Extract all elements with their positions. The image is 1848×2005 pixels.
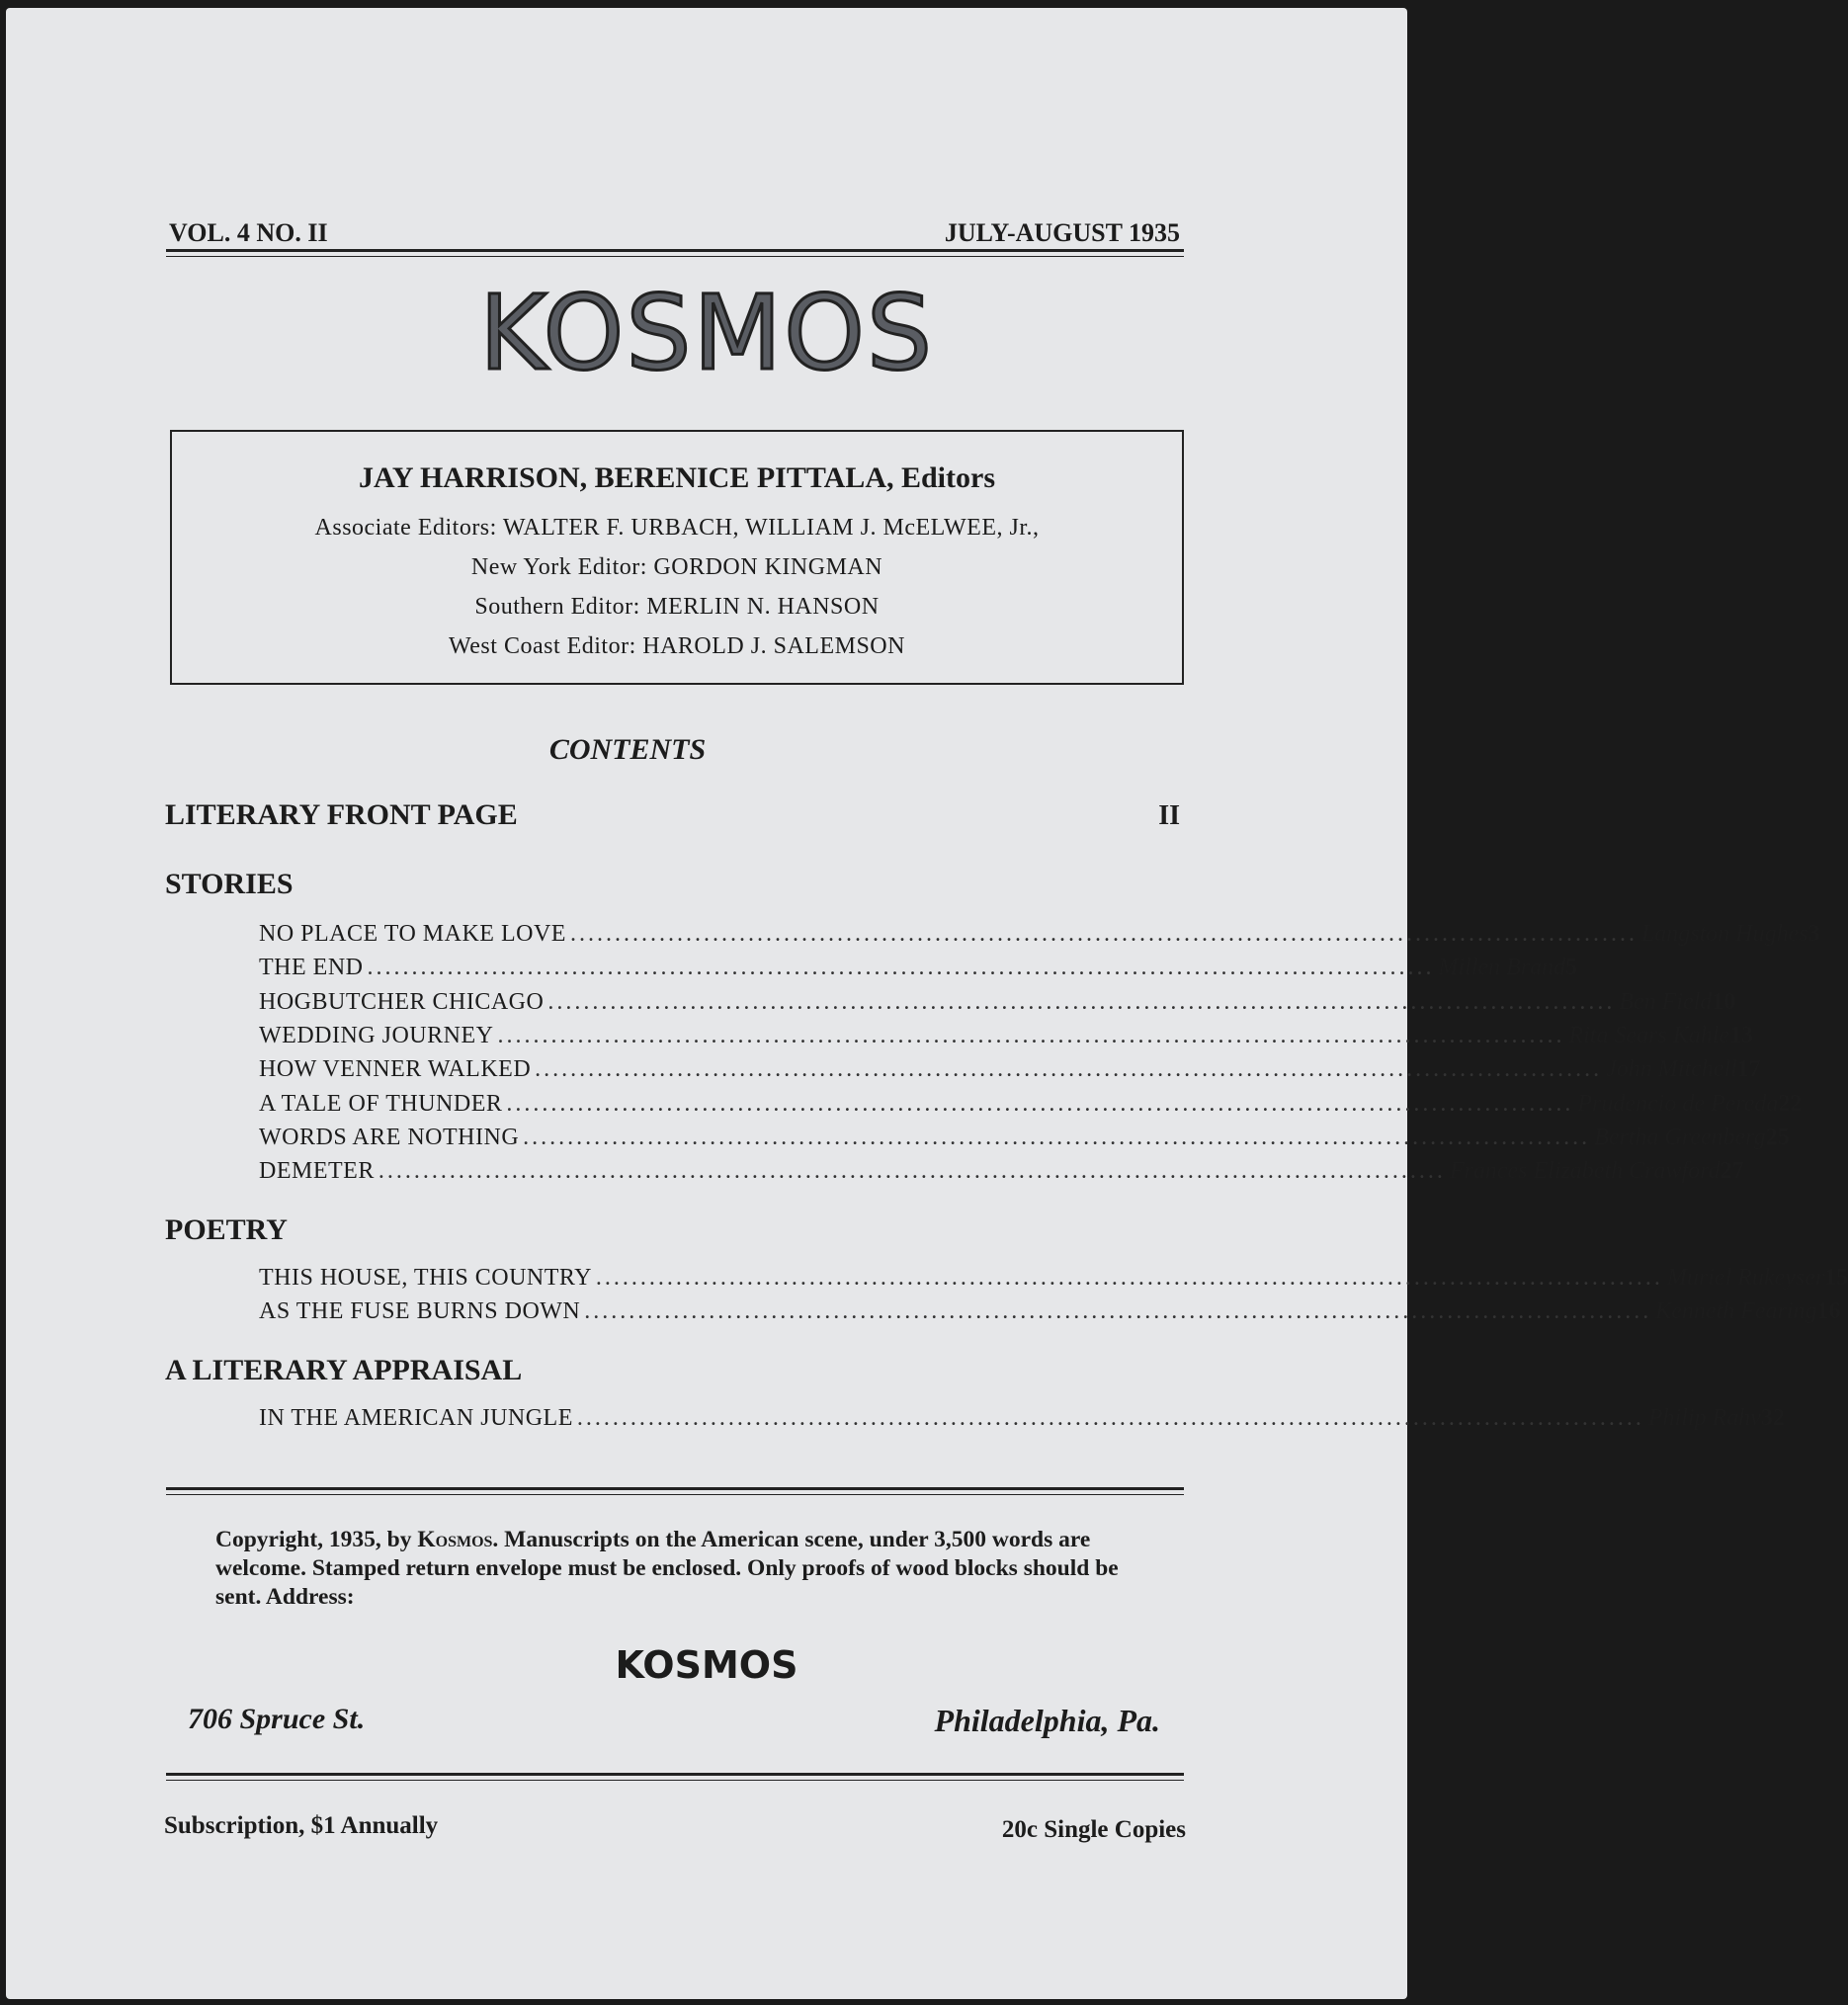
front-page-number: II [1158,800,1180,831]
section-poetry: POETRY [165,1213,288,1246]
toc-entry [259,988,1736,1021]
west-coast-editor: West Coast Editor: HAROLD J. SALEMSON [449,633,905,659]
toc-author: Muriel Rukeyser [1666,1265,1825,1291]
toc-entry [259,1158,1744,1190]
section-stories: STORIES [165,868,294,900]
toc-entry [259,1124,1790,1156]
footer-rule-bottom [166,1773,1184,1776]
header-rule-thin [166,256,1184,257]
copyright-notice [215,1526,1144,1612]
toc-entry [259,921,1820,953]
contents-heading: CONTENTS [548,733,707,766]
magazine-page [6,8,1848,1999]
toc-title: WORDS ARE NOTHING [259,1124,520,1150]
new-york-editor: New York Editor: GORDON KINGMAN [470,554,883,580]
toc-page-number: 5 [1565,955,1578,981]
toc-leader: ........................................................................................................................ [367,955,1435,981]
toc-author: Rita Sears Kahle [1568,1022,1730,1048]
footer-rule-top-thin [166,1494,1184,1495]
toc-title: NO PLACE TO MAKE LOVE [259,921,566,947]
toc-leader: ........................................................................................................................ [547,988,1616,1015]
section-literary-front-page: LITERARY FRONT PAGE [165,798,518,831]
volume-number: VOL. 4 NO. II [169,218,328,247]
toc-title: A TALE OF THUNDER [259,1090,503,1117]
toc-page-number: 16 [1816,1298,1841,1325]
toc-page-number: 32 [1760,1405,1785,1431]
toc-page-number: 17 [1736,1056,1761,1083]
toc-author: Kenneth Fearing [1655,1298,1817,1325]
toc-title: DEMETER [259,1158,375,1185]
toc-leader: ........................................................................................................................ [506,1090,1574,1117]
editors-main: JAY HARRISON, BERENICE PITTALA, Editors [358,461,995,494]
toc-title: HOW VENNER WALKED [259,1056,532,1083]
toc-page-number: 13 [1729,1022,1754,1048]
toc-author: Bertha Greenberg [1594,1124,1766,1150]
copyright-name: Kosmos [417,1527,493,1552]
toc-author: Langston Hughes [1640,921,1808,947]
toc-entry [259,1022,1754,1054]
toc-author: Frances Elizabeth Crawford [1449,1158,1721,1185]
toc-page-number: 22 [1778,1090,1803,1117]
toc-page-number: 27 [1720,1158,1744,1185]
copyright-pre: Copyright, 1935, by [215,1527,418,1552]
toc-title: THE END [259,955,364,981]
toc-leader: ........................................................................................................................ [576,1405,1644,1431]
toc-entry [259,1298,1841,1330]
toc-leader: ........................................................................................................................ [595,1265,1663,1291]
toc-title: AS THE FUSE BURNS DOWN [259,1298,581,1325]
toc-entry [259,1090,1803,1123]
header-rule [166,249,1184,252]
toc-title: HOGBUTCHER CHICAGO [259,988,545,1015]
footer-rule-bottom-thin [166,1780,1184,1781]
toc-leader: ........................................................................................................................ [378,1158,1446,1185]
masthead-title: KOSMOS [479,273,934,393]
toc-author: Philip Rahv [1647,1405,1761,1431]
toc-leader: ........................................................................................................................ [569,921,1638,947]
issue-date: JULY-AUGUST 1935 [944,218,1180,247]
toc-author: Prudencio de Pereda [1577,1090,1779,1117]
toc-leader: ........................................................................................................................ [523,1124,1591,1150]
section-appraisal: A LITERARY APPRAISAL [165,1354,523,1386]
toc-page-number: 3 [1807,921,1820,947]
toc-author: Ben Field [1619,988,1713,1015]
southern-editor: Southern Editor: MERLIN N. HANSON [474,594,880,620]
single-copy-price: 20c Single Copies [1001,1816,1186,1843]
toc-leader: ........................................................................................................................ [535,1056,1603,1083]
publisher-name: KOSMOS [615,1643,798,1687]
subscription-price: Subscription, $1 Annually [164,1812,439,1839]
toc-entry [259,1405,1785,1437]
toc-entry [259,955,1578,986]
toc-leader: ........................................................................................................................ [584,1298,1652,1325]
toc-entry [259,1056,1761,1088]
toc-page-number: 10 [1712,988,1736,1015]
toc-leader: ........................................................................................................................ [497,1022,1565,1048]
copyright-post: . Manuscripts on the American scene, under 3,500 words are welcome. Stamped return envelope must be enclosed. Only proofs of wood blocks should be sent. Address: [215,1527,1119,1610]
editors-box [170,430,1184,685]
toc-author: John Mitchell [1606,1056,1737,1083]
toc-page-number: 25 [1765,1124,1790,1150]
toc-entry [259,1265,1848,1296]
footer-rule-top [166,1487,1184,1490]
city-address: Philadelphia, Pa. [934,1703,1160,1738]
toc-title: THIS HOUSE, THIS COUNTRY [259,1265,592,1291]
toc-author: Millen Brand [1438,955,1566,981]
toc-title: WEDDING JOURNEY [259,1022,494,1048]
toc-page-number: 15 [1824,1265,1848,1291]
street-address: 706 Spruce St. [188,1703,366,1735]
associate-editors: Associate Editors: WALTER F. URBACH, WILLIAM J. McELWEE, Jr., [314,515,1040,541]
toc-title: IN THE AMERICAN JUNGLE [259,1405,573,1431]
